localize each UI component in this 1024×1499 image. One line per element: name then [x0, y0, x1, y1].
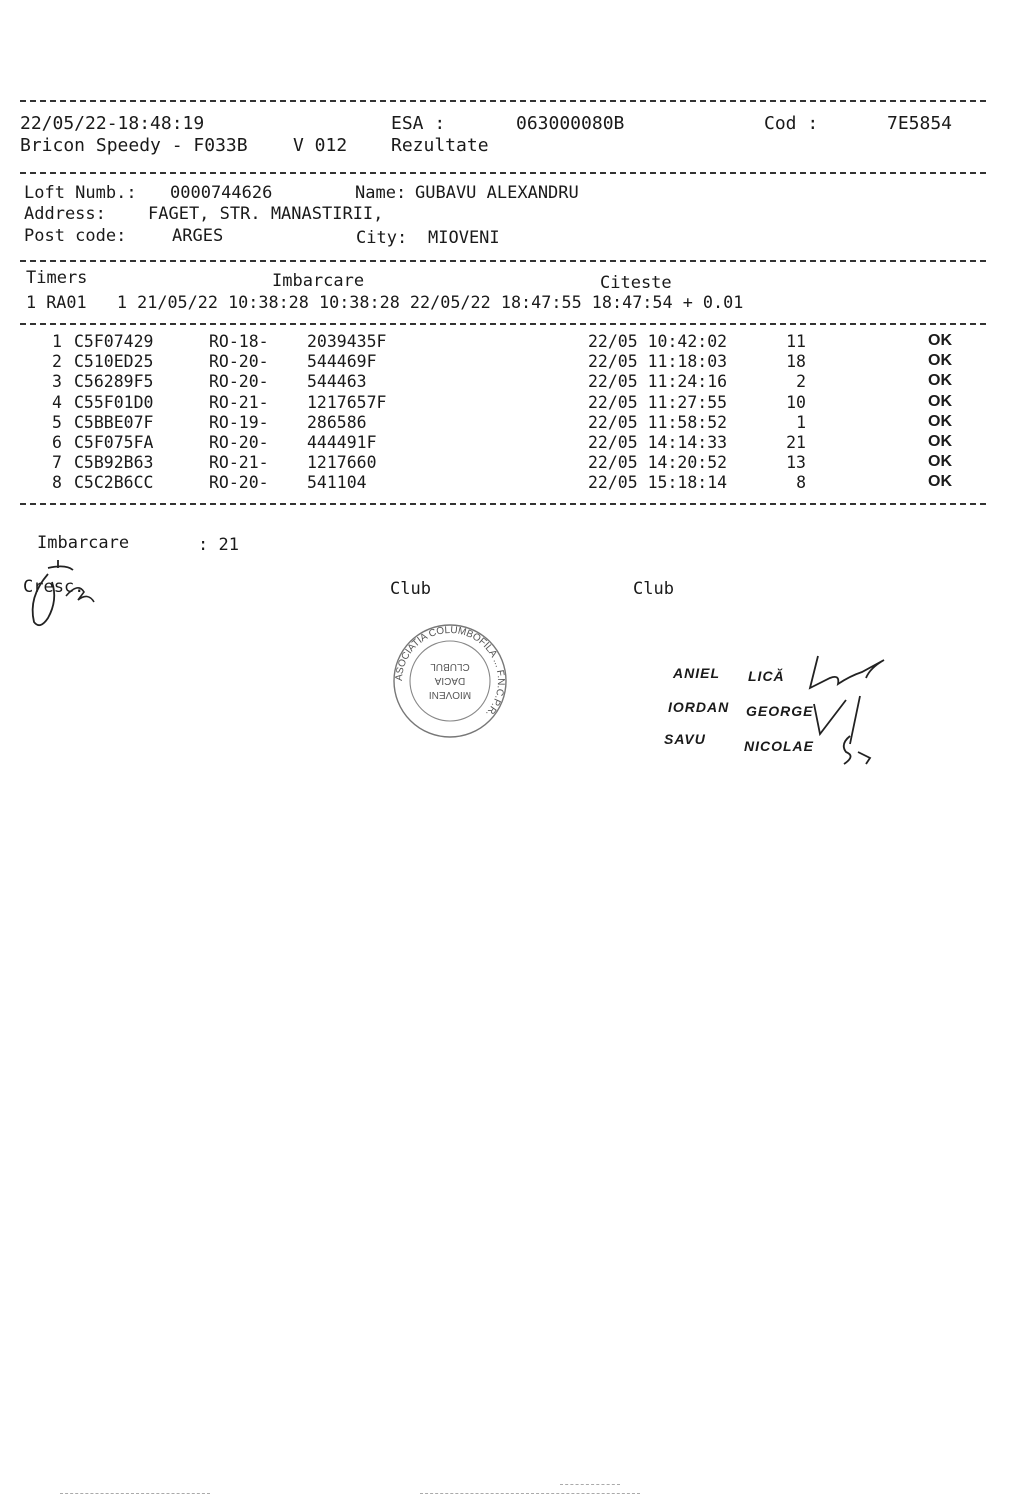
row-index: 2 — [52, 352, 62, 372]
table-row — [0, 332, 1024, 352]
city-label: City: — [356, 228, 408, 248]
row-chip-id: C55F01D0 — [74, 392, 154, 412]
timers-citeste-label: Citeste — [600, 273, 672, 293]
owner-name: GUBAVU ALEXANDRU — [415, 183, 579, 203]
table-row — [0, 352, 1024, 372]
name-label: Name: — [355, 183, 407, 203]
timers-line: 1 RA01 1 21/05/22 10:38:28 10:38:28 22/05/22 18:47:55 18:47:54 + 0.01 — [26, 292, 744, 312]
address-value: FAGET, STR. MANASTIRII, — [148, 204, 384, 224]
stamp-line-2: DACIA — [434, 675, 466, 686]
row-status: OK — [928, 372, 952, 390]
row-arrival-time: 22/05 14:14:33 — [588, 433, 728, 452]
row-status: OK — [928, 392, 952, 410]
table-row — [0, 372, 1024, 392]
loft-number: 0000744626 — [170, 183, 273, 203]
esa-label: ESA : — [391, 113, 446, 134]
signatory-1-last: LICĂ — [748, 668, 785, 684]
timers-label: Timers — [26, 268, 88, 288]
club-signatures — [800, 648, 900, 768]
divider-top — [20, 100, 986, 102]
signatory-2-last: GEORGE — [746, 703, 814, 719]
row-arrival-time: 22/05 15:18:14 — [588, 473, 728, 493]
device-version: V 012 — [293, 135, 348, 156]
report-type: Rezultate — [391, 135, 489, 156]
postcode-label: Post code: — [24, 226, 127, 246]
scan-artifact-line — [560, 1484, 620, 1485]
row-index: 8 — [52, 473, 62, 493]
row-arrival-time: 22/05 11:27:55 — [588, 392, 728, 412]
row-position: 21 — [786, 433, 806, 452]
row-ring-prefix: RO-21- — [209, 453, 269, 473]
row-chip-id: C56289F5 — [74, 372, 154, 392]
row-status: OK — [928, 433, 952, 450]
row-ring-prefix: RO-20- — [209, 433, 269, 452]
row-arrival-time: 22/05 11:58:52 — [588, 412, 728, 432]
row-status: OK — [928, 332, 952, 349]
signatory-3-last: NICOLAE — [744, 738, 814, 754]
row-index: 3 — [52, 372, 62, 392]
row-status: OK — [928, 453, 952, 471]
divider-results — [20, 503, 986, 505]
scan-artifact-line — [60, 1493, 210, 1494]
divider-header — [20, 172, 986, 174]
footer-imbarcare-label: Imbarcare — [37, 533, 130, 553]
row-status: OK — [928, 473, 952, 491]
row-arrival-time: 22/05 10:42:02 — [588, 332, 728, 351]
row-position: 18 — [786, 352, 806, 372]
row-chip-id: C5F075FA — [74, 433, 154, 452]
row-ring-number: 286586 — [307, 412, 367, 432]
row-position: 11 — [786, 332, 806, 351]
row-ring-prefix: RO-20- — [209, 372, 269, 392]
row-index: 7 — [52, 453, 62, 473]
row-chip-id: C5C2B6CC — [74, 473, 154, 493]
row-ring-number: 444491F — [307, 433, 377, 452]
cresc-label: Cresc. — [23, 577, 85, 597]
row-position: 13 — [786, 453, 806, 473]
breeder-signature — [18, 552, 108, 632]
row-ring-number: 1217657F — [307, 392, 387, 412]
row-arrival-time: 22/05 14:20:52 — [588, 453, 728, 473]
row-ring-number: 541104 — [307, 473, 367, 493]
row-index: 4 — [52, 392, 62, 412]
row-chip-id: C5B92B63 — [74, 453, 154, 473]
row-ring-number: 2039435F — [307, 332, 387, 351]
row-chip-id: C5BBE07F — [74, 412, 154, 432]
row-position: 10 — [786, 392, 806, 412]
row-index: 6 — [52, 433, 62, 452]
cod-label: Cod : — [764, 113, 819, 134]
loft-label: Loft Numb.: — [24, 183, 137, 203]
row-ring-prefix: RO-19- — [209, 412, 269, 432]
timers-imbarcare-label: Imbarcare — [272, 271, 365, 291]
row-position: 1 — [796, 412, 806, 432]
club-label-2: Club — [633, 579, 674, 599]
row-ring-prefix: RO-18- — [209, 332, 269, 351]
table-row — [0, 473, 1024, 493]
divider-timers — [20, 323, 986, 325]
cod-value: 7E5854 — [887, 113, 953, 134]
stamp-line-3: MIOVENI — [428, 689, 472, 700]
signatory-2-first: IORDAN — [668, 699, 730, 715]
row-arrival-time: 22/05 11:24:16 — [588, 372, 728, 392]
row-position: 2 — [796, 372, 806, 392]
signatory-1-first: ANIEL — [673, 665, 720, 681]
row-ring-number: 544463 — [307, 372, 367, 392]
table-row — [0, 393, 1024, 413]
row-chip-id: C5F07429 — [74, 332, 154, 351]
divider-owner — [20, 260, 986, 262]
scan-artifact-line — [420, 1493, 640, 1494]
signatory-3-first: SAVU — [664, 731, 706, 747]
report-datetime: 22/05/22-18:48:19 — [20, 113, 205, 134]
address-label: Address: — [24, 204, 106, 224]
table-row — [0, 413, 1024, 433]
row-status: OK — [928, 352, 952, 370]
device-name: Bricon Speedy - F033B — [20, 135, 248, 156]
footer-imbarcare-value: : 21 — [198, 535, 239, 555]
stamp-line-1: CLUBUL — [430, 661, 470, 672]
row-ring-number: 1217660 — [307, 453, 377, 473]
club-stamp — [390, 622, 510, 740]
table-row — [0, 453, 1024, 473]
row-index: 5 — [52, 412, 62, 432]
postcode-value: ARGES — [172, 226, 224, 246]
row-ring-number: 544469F — [307, 352, 377, 372]
table-row — [0, 433, 1024, 453]
city-value: MIOVENI — [428, 228, 500, 248]
row-arrival-time: 22/05 11:18:03 — [588, 352, 728, 372]
stamp-outer-text: ASOCIATIA COLUMBOFILA ... F.N.C.P.R. — [393, 624, 507, 719]
row-status: OK — [928, 412, 952, 430]
row-ring-prefix: RO-20- — [209, 352, 269, 372]
row-chip-id: C510ED25 — [74, 352, 154, 372]
row-position: 8 — [796, 473, 806, 493]
row-ring-prefix: RO-20- — [209, 473, 269, 493]
club-label-1: Club — [390, 579, 431, 599]
row-index: 1 — [52, 332, 62, 351]
esa-value: 063000080B — [516, 113, 625, 134]
row-ring-prefix: RO-21- — [209, 392, 269, 412]
